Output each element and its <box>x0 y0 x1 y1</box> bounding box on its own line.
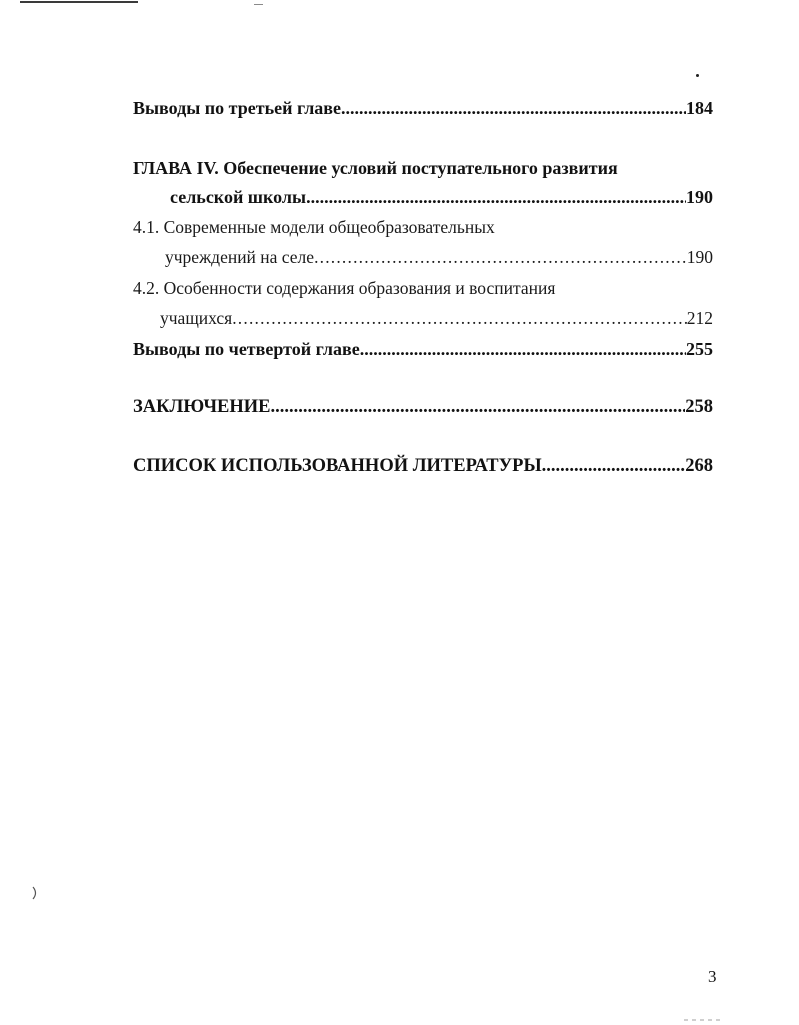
toc-entry-chapter4-title <box>133 157 618 179</box>
scan-artifact-mark <box>31 886 39 900</box>
toc-entry-label: ГЛАВА IV. Обеспечение условий поступательного развития <box>133 158 618 178</box>
scan-artifact-dot <box>696 74 699 77</box>
toc-entry-section-4-2-cont <box>160 307 713 329</box>
dot-leader <box>314 246 687 268</box>
toc-entry-label: учащихся <box>160 308 233 328</box>
dot-leader <box>232 307 687 329</box>
toc-entry-label: 4.2. Особенности содержания образования и воспитания <box>133 278 556 298</box>
toc-entry-section-4-1-cont <box>165 246 713 268</box>
toc-entry-page: 184 <box>686 98 713 118</box>
toc-entry-references <box>133 455 713 477</box>
toc-entry-label: Выводы по четвертой главе <box>133 339 360 359</box>
toc-entry-chapter4-title-cont <box>170 186 713 208</box>
toc-entry-chapter3-conclusions <box>133 97 713 119</box>
dot-leader <box>306 186 686 208</box>
page-number: 3 <box>708 967 717 986</box>
toc-entry-page: 212 <box>686 308 713 328</box>
toc-entry-label: 4.1. Современные модели общеобразовательных <box>133 217 495 237</box>
toc-entry-conclusion <box>133 396 713 418</box>
toc-entry-label: ЗАКЛЮЧЕНИЕ <box>133 397 271 417</box>
toc-entry-label: учреждений на селе <box>165 247 315 267</box>
toc-entry-section-4-2 <box>133 277 555 299</box>
toc-entry-label: Выводы по третьей главе <box>133 98 342 118</box>
toc-entry-chapter4-conclusions <box>133 338 713 360</box>
toc-entry-page: 190 <box>686 187 713 207</box>
scan-artifact-line <box>20 1 138 3</box>
scan-artifact-line <box>254 4 263 5</box>
dot-leader <box>542 455 686 477</box>
scan-artifact-line <box>684 1019 724 1021</box>
dot-leader <box>271 396 686 418</box>
toc-entry-section-4-1 <box>133 216 495 238</box>
dot-leader <box>360 338 686 360</box>
toc-entry-page: 268 <box>685 456 713 476</box>
toc-entry-label: СПИСОК ИСПОЛЬЗОВАННОЙ ЛИТЕРАТУРЫ <box>133 456 542 476</box>
toc-entry-page: 255 <box>686 339 713 359</box>
dot-leader <box>341 97 686 119</box>
toc-entry-label: сельской школы <box>170 187 307 207</box>
toc-entry-page: 258 <box>685 397 713 417</box>
toc-entry-page: 190 <box>686 247 713 267</box>
